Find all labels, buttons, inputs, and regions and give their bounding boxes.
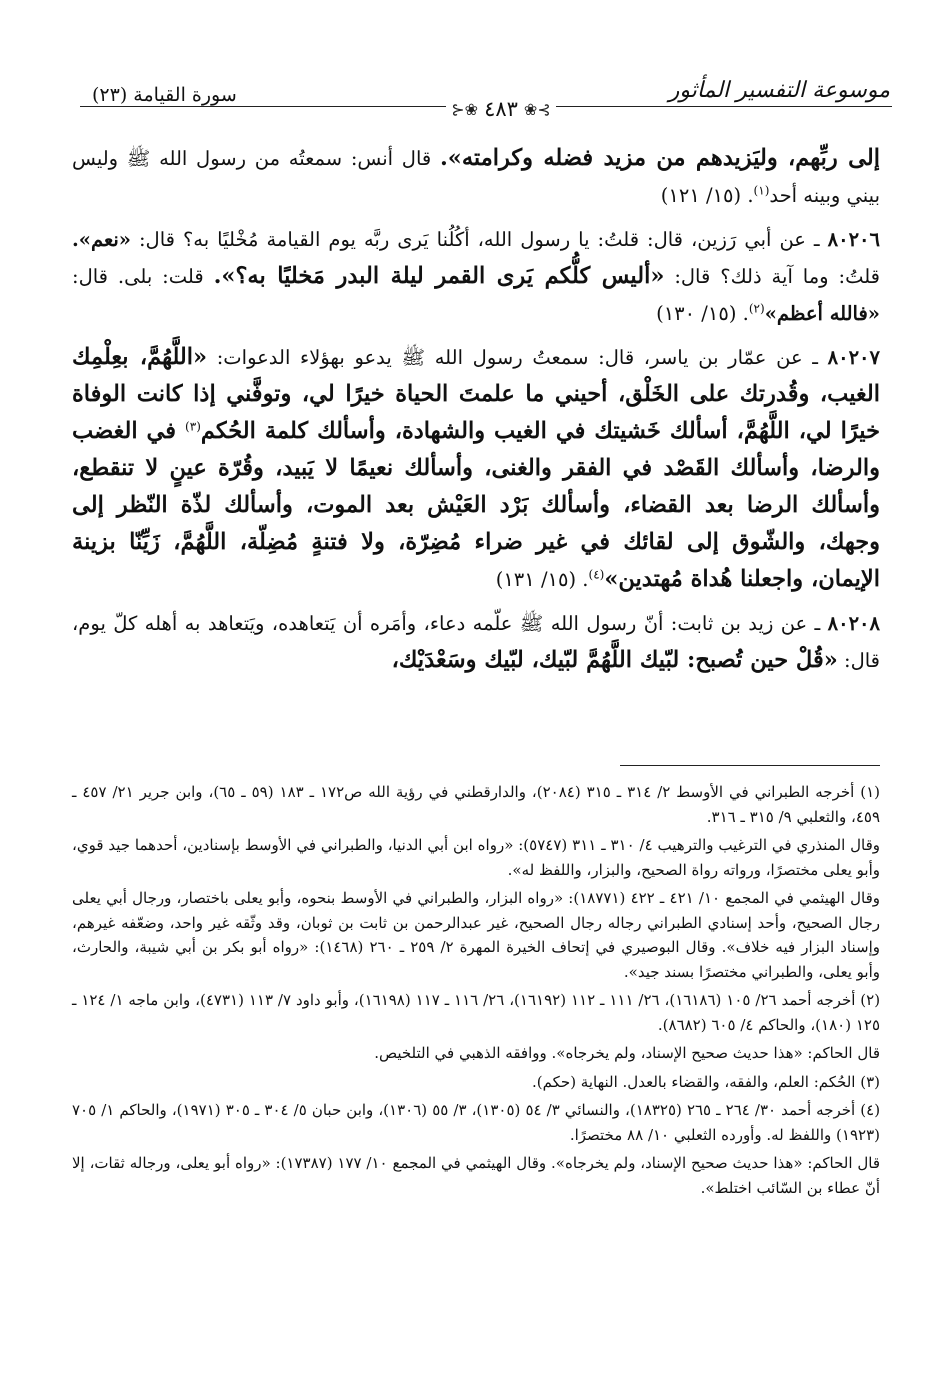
narration-text: ـ عن عمّار بن ياسر، قال: سمعتُ رسول الله ﷺ يدعو بهؤلاء الدعوات:: [207, 346, 828, 369]
ornament-left-icon: ⊱❀: [523, 99, 551, 119]
footnote: (١) أخرجه الطبراني في الأوسط ٢/ ٣١٤ ـ ٣١٥ (٢٠٨٤)، والدارقطني في رؤية الله ص١٧٢ ـ ١٨٣ (٥٩ ـ ٦٥)، وابن جرير ٢١/ ٤٥٧ ـ ٤٥٩، والثعلبي ٩/ ٣١٥ ـ ٣١٦.: [72, 783, 881, 826]
hadith-text: إلى ربِّهم، وليَزيدهم من مزيد فضله وكرامته».: [439, 145, 880, 171]
book-title: موسوعة التفسير المأثور: [668, 78, 890, 103]
narration-text: قال أنس: سمعتُه من رسول الله ﷺ وليس بيني وبينه أحد: [72, 147, 880, 207]
footnote: قال الحاكم: «هذا حديث صحيح الإسناد، ولم يخرجاه». ووافقه الذهبي في التلخيص.: [374, 1044, 880, 1062]
footnote-ref: (١): [753, 183, 770, 198]
hadith-text: «نعم».: [72, 228, 131, 251]
footnote: وقال المنذري في الترغيب والترهيب ٤/ ٣١٠ ـ ٣١١ (٥٧٤٧): «رواه ابن أبي الدنيا، والطبراني في الأوسط بإسنادين، أحدهما جيد قوي، وأبو يعلى مختصرًا، ورواته رواة الصحيح، والبزار، واللفظ له».: [72, 836, 881, 879]
narration-text: ـ عن أبي رَزين، قال: قلتُ: يا رسول الله، أكُلُنا يَرى ربَّه يوم القيامة مُخْليًا به؟ قال:: [130, 228, 828, 251]
narration-paragraph: [72, 339, 880, 598]
footnote: (٣) الحُكم: العلم، والفقه، والقضاء بالعدل. النهاية (حكم).: [532, 1072, 880, 1091]
main-text: [72, 140, 880, 686]
ornament-right-icon: ❀⊰: [451, 99, 479, 119]
footnote-divider: [620, 765, 880, 766]
narration-paragraph: [72, 605, 880, 679]
footnote: قال الحاكم: «هذا حديث صحيح الإسناد، ولم يخرجاه». وقال الهيثمي في المجمع ١٠/ ١٧٧ (١٧٣٨٧): «رواه أبو يعلى، ورجاله ثقات، إلا أنّ عطاء بن السّائب اختلط».: [72, 1154, 881, 1197]
hadith-text: «قُلْ حين تُصبح: لبّيك اللَّهُمَّ لبّيك، لبّيك وسَعْدَيْك،: [391, 647, 838, 673]
hadith-text: في الغضب والرضا، وأسألك القَصْد في الفقر والغنى، وأسألك نعيمًا لا يَبيد، وقُرّة عينٍ لا تنقطع، وأسألك الرضا بعد القضاء، وأسألك بَرْد العَيْش بعد الموت، وأسألك لذّة النّظر إلى وجهك، والشّوق إلى لقائك في غير ضراء مُضِرّة، ولا فتنةٍ مُضِلّة، اللَّهُمَّ، زَيِّنّا بزينة الإيمان، واجعلنا هُداة مُهتدين»: [72, 418, 880, 592]
surah-title: سورة القيامة (٢٣): [92, 84, 237, 106]
footnote: وقال الهيثمي في المجمع ١٠/ ٤٢١ ـ ٤٢٢ (١٨٧٧١): «رواه البزار، والطبراني في الأوسط بنحوه، وأبو يعلى باختصار، ورجال أبي يعلى رجال الصحيح، وأحد إسنادي الطبراني رجاله رجال الصحيح، غير عبدالرحمن بن ثابت بن ثوبان، وقد وثّقه غير واحد، وضعّفه غيرهم، وإسناد البزار فيه خلاف». وقال البوصيري في إتحاف الخيرة المهرة ٢/ ٢٥٩ ـ ٢٦٠ (١٤٦٨): «رواه أبو بكر بن أبي شيبة، والحارث، وأبو يعلى، والطبراني مختصرًا بسند جيد».: [72, 889, 881, 981]
page-number: ٤٨٣: [484, 97, 518, 121]
hadith-text: «اللَّهُمَّ، بعِلْمِك الغيب، وقُدرتك على الخَلْق، أحيني ما علمتَ الحياة خيرًا لي، وتوفَّني إذا كانت الوفاة خيرًا لي، اللَّهُمَّ، أسألك خَشيتك في الغيب والشهادة، وأسألك كلمة الحُكم: [72, 344, 880, 444]
narration-text: قلت: بلى. قال:: [72, 265, 214, 288]
footnote-ref: (٢): [748, 301, 765, 316]
footnote: (٢) أخرجه أحمد ٢٦/ ١٠٥ (١٦١٨٦)، ٢٦/ ١١١ ـ ١١٢ (١٦١٩٢)، ٢٦/ ١١٦ ـ ١١٧ (١٦١٩٨)، وأبو داود ٧/ ١١٣ (٤٧٣١)، وابن ماجه ١/ ١٢٤ ـ ١٢٥ (١٨٠)، والحاكم ٤/ ٦٠٥ (٨٦٨٢).: [72, 991, 881, 1034]
footnote-ref: (٣): [185, 419, 201, 434]
narration-paragraph: [72, 221, 880, 332]
narration-number: ٨٠٢٠٦: [827, 228, 880, 251]
paragraph-continued: [72, 140, 880, 214]
narration-number: ٨٠٢٠٨: [827, 612, 880, 635]
source-ref: . (١٥/ ١٣٠): [656, 302, 749, 325]
hadith-text: «فالله أعظم»: [764, 302, 880, 325]
source-ref: . (١٥/ ١٢١): [660, 184, 754, 207]
narration-text: ـ عن زيد بن ثابت: أنّ رسول الله ﷺ علّمه دعاء، وأمَره أن يَتعاهده، ويَتعاهد به أهله كلّ يوم، قال:: [72, 612, 880, 672]
footnotes: [72, 780, 880, 1204]
page-number-box: [446, 96, 556, 122]
footnote: (٤) أخرجه أحمد ٣٠/ ٢٦٤ ـ ٢٦٥ (١٨٣٢٥)، والنسائي ٣/ ٥٤ (١٣٠٥)، ٣/ ٥٥ (١٣٠٦)، وابن حبان ٥/ ٣٠٤ ـ ٣٠٥ (١٩٧١)، والحاكم ١/ ٧٠٥ (١٩٢٣) واللفظ له. وأورده الثعلبي ١٠/ ٨٨ مختصرًا.: [72, 1101, 881, 1144]
source-ref: . (١٥/ ١٣١): [495, 568, 589, 591]
footnote-ref: (٤): [588, 567, 605, 582]
narration-text: قلتُ: وما آية ذلك؟ قال:: [664, 265, 880, 288]
narration-number: ٨٠٢٠٧: [827, 346, 880, 369]
hadith-text: «أليس كلُّكم يَرى القمر ليلة البدر مَخليًا به؟».: [213, 263, 665, 289]
